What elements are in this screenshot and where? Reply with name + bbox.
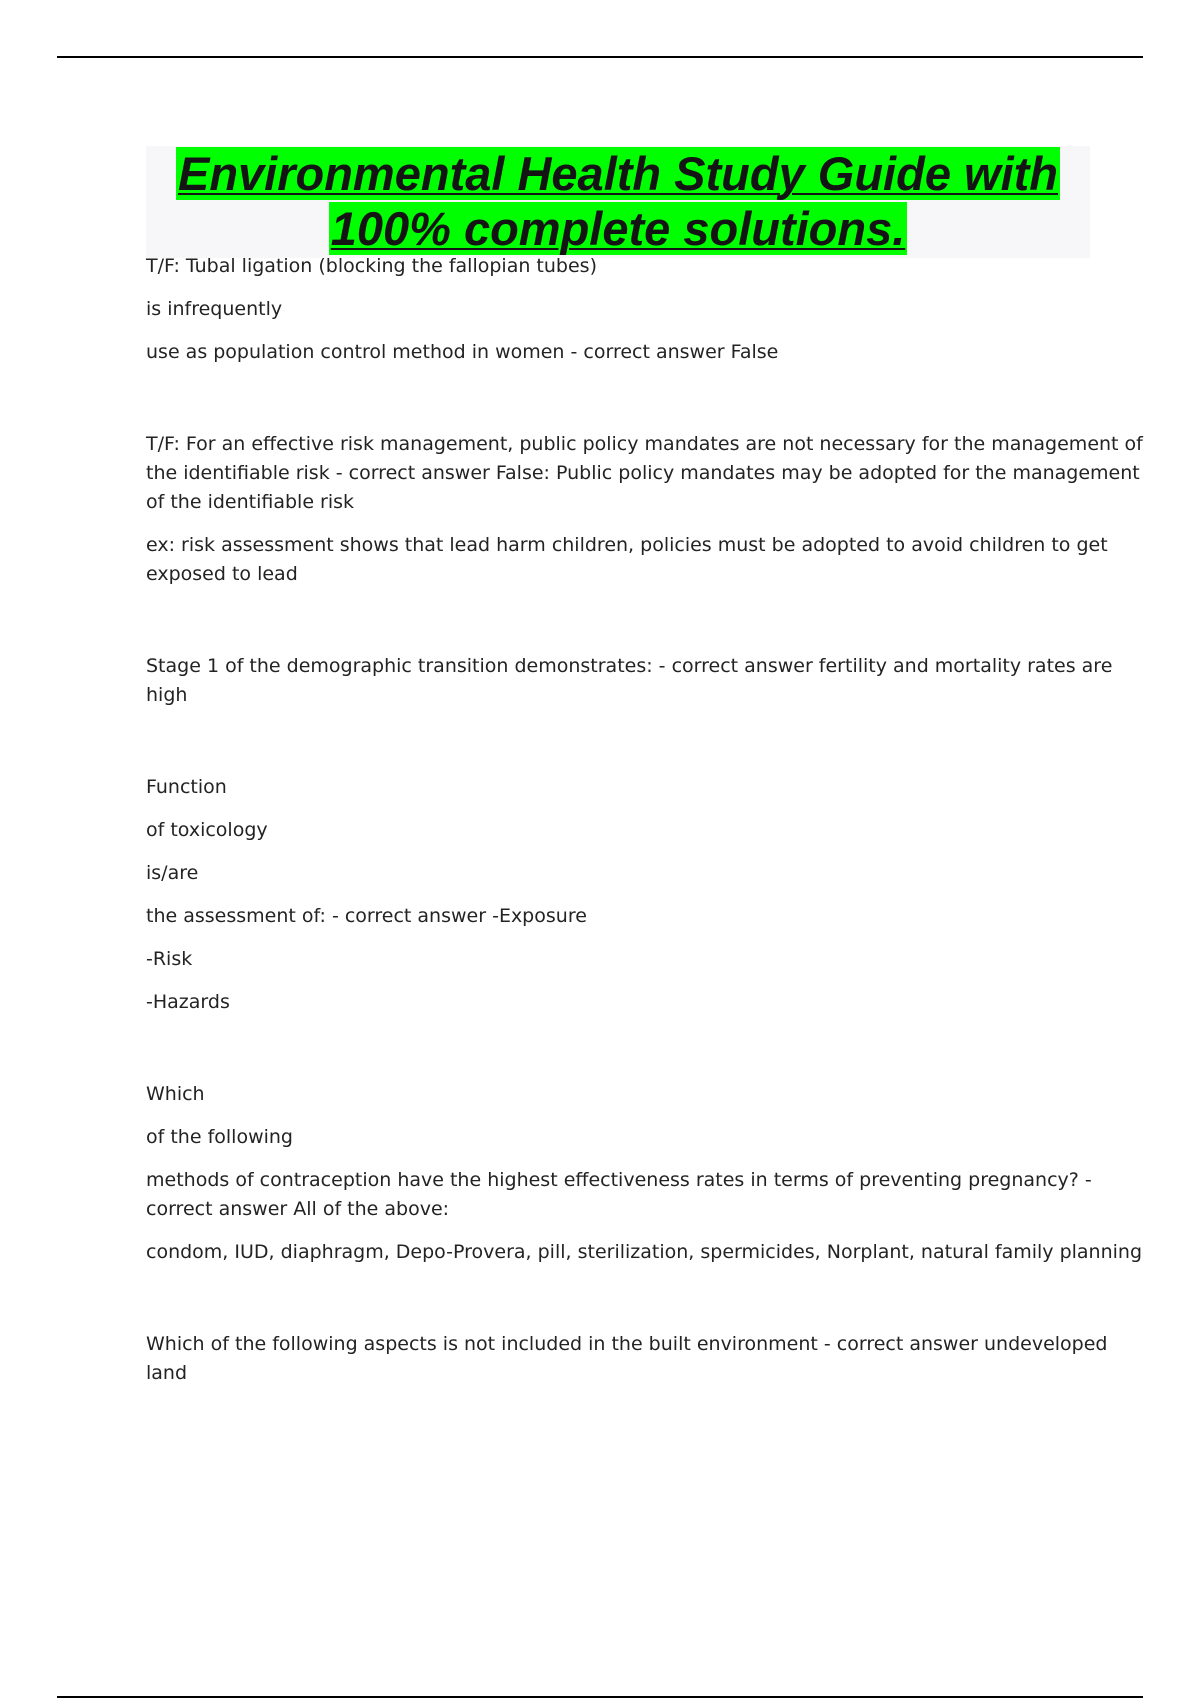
question-tubal-ligation — [146, 252, 1086, 367]
question-contraception — [146, 1080, 1143, 1267]
question-line: T/F: Tubal ligation (blocking the fallopian tubes) — [146, 255, 597, 277]
title-line-2 — [146, 201, 1090, 256]
question-line: Function — [146, 776, 227, 798]
title-highlight-1: Environmental Health Study Guide with — [177, 147, 1059, 200]
answer-line: high — [146, 684, 188, 706]
question-line: Stage 1 of the demographic transition demonstrates: - correct answer fertility and mortality rates are — [146, 655, 1113, 677]
answer-line: correct answer All of the above: — [146, 1198, 450, 1220]
answer-line: of the identifiable risk — [146, 491, 355, 513]
answer-line: land — [146, 1362, 188, 1384]
question-line: Which of the following aspects is not included in the built environment - correct answer undeveloped — [146, 1333, 1108, 1355]
question-toxicology — [146, 773, 1086, 1017]
question-line: of toxicology — [146, 819, 268, 841]
question-line: Which — [146, 1083, 205, 1105]
answer-line: condom, IUD, diaphragm, Depo-Provera, pill, sterilization, spermicides, Norplant, natural family planning — [146, 1241, 1143, 1263]
title-line-1 — [146, 146, 1090, 201]
answer-line: the identifiable risk - correct answer False: Public policy mandates may be adopted for the management — [146, 462, 1140, 484]
question-built-environment — [146, 1330, 1108, 1388]
question-line: is/are — [146, 862, 199, 884]
answer-line: use as population control method in women - correct answer False — [146, 341, 779, 363]
question-line: methods of contraception have the highest effectiveness rates in terms of preventing pregnancy? - — [146, 1169, 1092, 1191]
example-line: exposed to lead — [146, 563, 298, 585]
question-risk-management — [146, 430, 1143, 589]
question-line: is infrequently — [146, 298, 283, 320]
title-highlight-2: 100% complete solutions. — [330, 202, 906, 255]
answer-line: -Hazards — [146, 991, 230, 1013]
top-rule — [57, 56, 1143, 58]
answer-line: the assessment of: - correct answer -Exposure — [146, 905, 587, 927]
question-line: of the following — [146, 1126, 293, 1148]
document-title — [146, 146, 1090, 258]
document-body — [146, 252, 1143, 1388]
answer-line: -Risk — [146, 948, 193, 970]
example-line: ex: risk assessment shows that lead harm children, policies must be adopted to avoid children to get — [146, 534, 1108, 556]
question-demographic-transition — [146, 652, 1113, 710]
bottom-rule — [57, 1696, 1143, 1698]
question-line: T/F: For an effective risk management, public policy mandates are not necessary for the management of — [146, 433, 1143, 455]
